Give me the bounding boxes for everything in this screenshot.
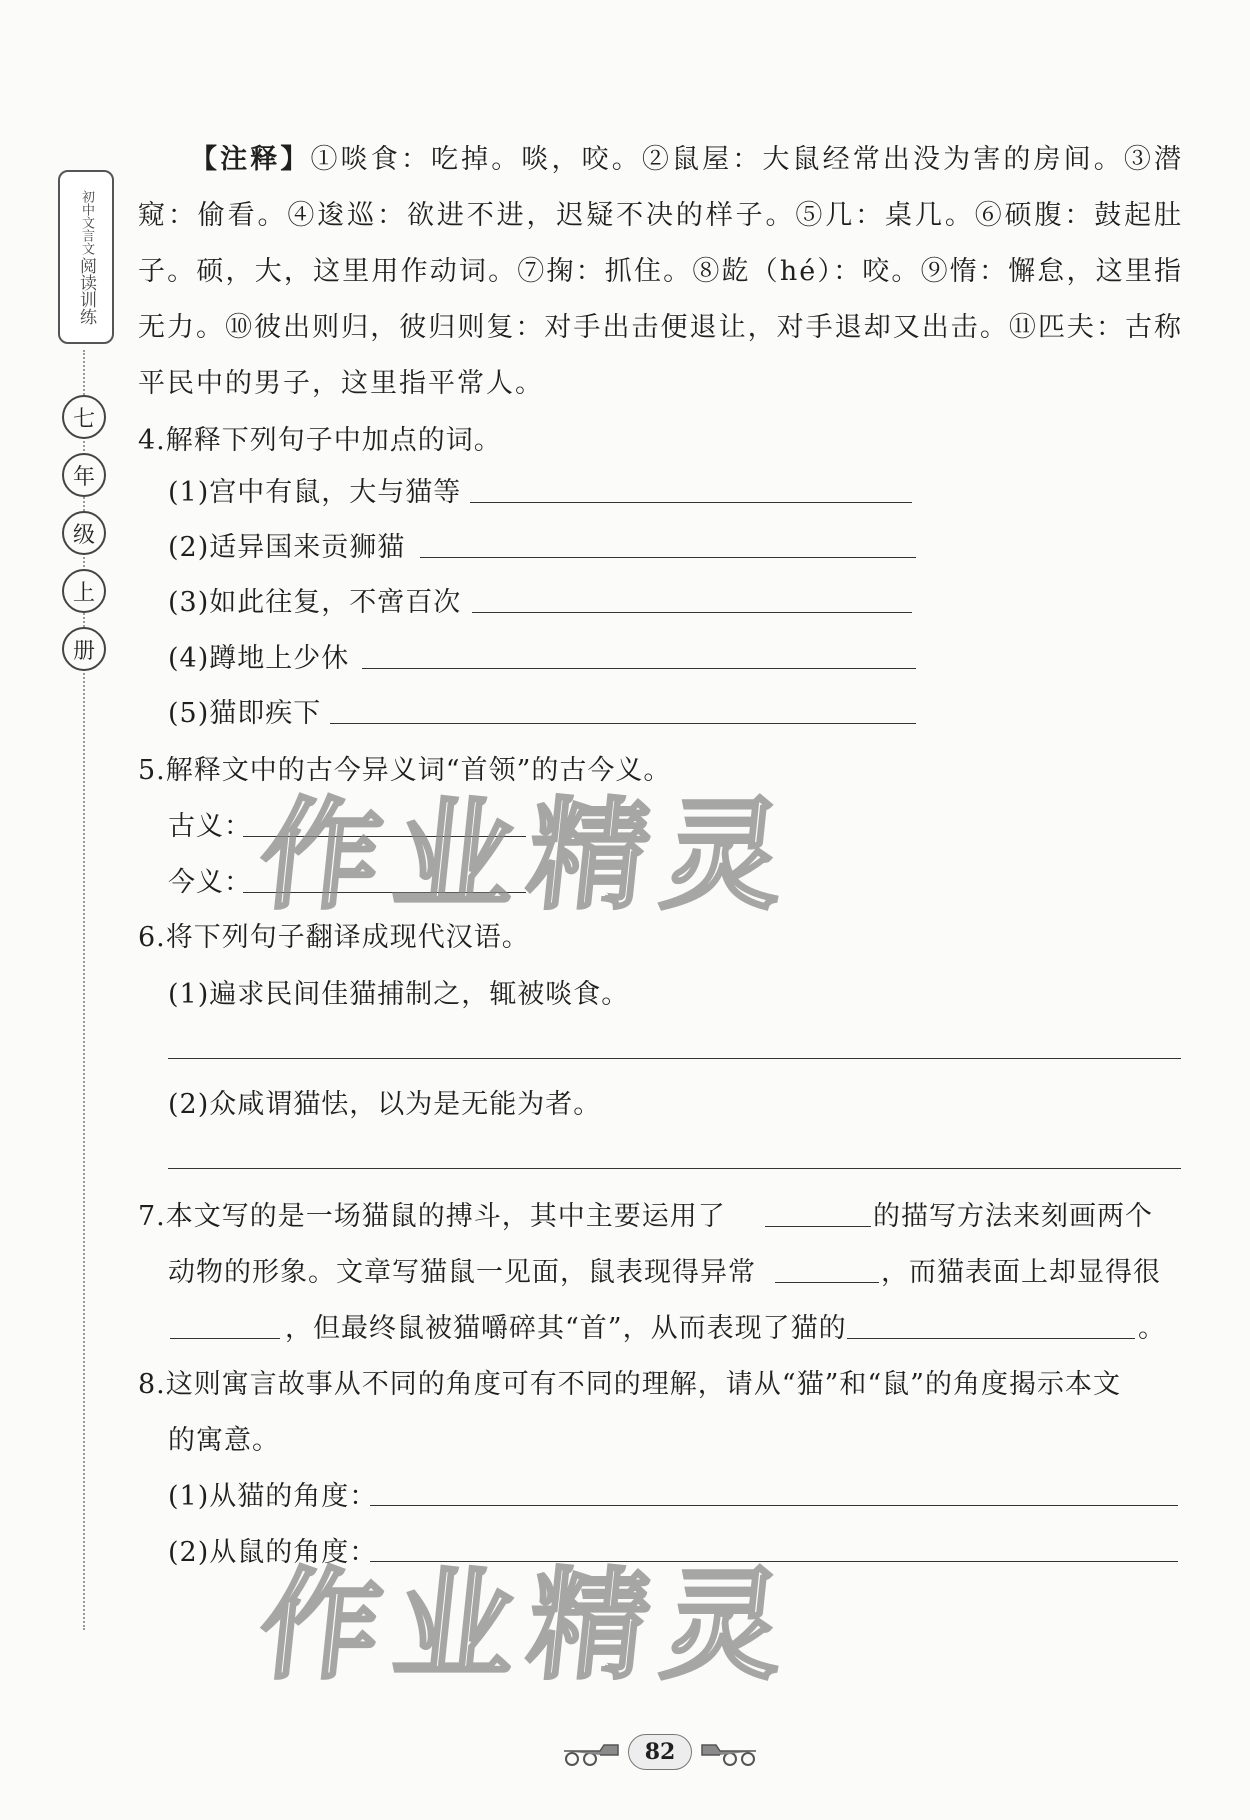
- q6-answer-line-1[interactable]: [168, 1058, 1181, 1059]
- seal-line-2: 阅读训练: [76, 256, 96, 325]
- q5-ancient-label: 古义：: [168, 811, 252, 842]
- grade-char: 上: [62, 569, 106, 613]
- q8-rat-answer-line[interactable]: [370, 1561, 1178, 1562]
- q4-item-5: (5)猫即疾下: [168, 698, 322, 729]
- question-6-title: 6.将下列句子翻译成现代汉语。: [138, 922, 530, 953]
- q8-cat-label: (1)从猫的角度：: [168, 1481, 378, 1512]
- q8-line-2: 的寓意。: [168, 1425, 280, 1456]
- q4-item-1: (1)宫中有鼠，大与猫等: [168, 477, 462, 508]
- q7-line-3b: 。: [1138, 1313, 1166, 1344]
- q4-answer-line-1[interactable]: [470, 502, 912, 503]
- q7-line-1b: 的描写方法来刻画两个: [873, 1201, 1153, 1232]
- series-seal: [58, 170, 114, 344]
- page-footer: [560, 1730, 760, 1774]
- q7-blank-2[interactable]: [775, 1282, 879, 1283]
- q5-modern-label: 今义：: [168, 867, 252, 898]
- grade-label: [62, 395, 106, 671]
- page-number: 82: [628, 1734, 692, 1770]
- q7-blank-3[interactable]: [170, 1338, 280, 1339]
- annotation-body: ①啖食：吃掉。啖，咬。②鼠屋：大鼠经常出没为害的房间。③潜窥：偷看。④逡巡：欲进不进，迟疑不决的样子。⑤几：桌几。⑥硕腹：鼓起肚子。硕，大，这里用作动词。⑦掬：抓住。⑧龁（hé）：咬。⑨惰：懈怠，这里指无力。⑩彼出则归，彼归则复：对手出击便退让，对手退却又出击。⑪匹夫：古称平民中的男子，这里指平常人。: [138, 144, 1183, 399]
- q7-line-2a: 动物的形象。文章写猫鼠一见面，鼠表现得异常: [168, 1257, 756, 1288]
- q4-answer-line-4[interactable]: [362, 668, 916, 669]
- grade-char: 级: [62, 511, 106, 555]
- q6-answer-line-2[interactable]: [168, 1168, 1181, 1169]
- q4-item-4: (4)蹲地上少休: [168, 643, 350, 674]
- annotation-heading: 【注释】: [190, 144, 311, 175]
- q8-rat-label: (2)从鼠的角度：: [168, 1537, 378, 1568]
- q6-sentence-2: (2)众咸谓猫怯，以为是无能为者。: [168, 1089, 602, 1120]
- q7-line-1a: 7.本文写的是一场猫鼠的搏斗，其中主要运用了: [138, 1201, 726, 1232]
- question-5-title: 5.解释文中的古今异义词“首领”的古今义。: [138, 755, 672, 786]
- carriage-ornament-icon: [698, 1737, 760, 1767]
- q6-sentence-1: (1)遍求民间佳猫捕制之，辄被啖食。: [168, 979, 630, 1010]
- carriage-ornament-icon: [560, 1737, 622, 1767]
- q8-line-1: 8.这则寓言故事从不同的角度可有不同的理解，请从“猫”和“鼠”的角度揭示本文: [138, 1369, 1121, 1400]
- grade-char: 册: [62, 627, 106, 671]
- q4-answer-line-2[interactable]: [420, 557, 916, 558]
- annotation-paragraph: [138, 132, 1183, 412]
- q7-blank-4[interactable]: [847, 1338, 1135, 1339]
- seal-line-1: 初中文言文: [79, 189, 94, 255]
- grade-char: 年: [62, 453, 106, 497]
- q5-ancient-answer-line[interactable]: [243, 836, 526, 837]
- q4-answer-line-5[interactable]: [330, 723, 916, 724]
- grade-char: 七: [62, 395, 106, 439]
- q7-line-3a: ，但最终鼠被猫嚼碎其“首”，从而表现了猫的: [285, 1313, 847, 1344]
- watermark-text: 作业精灵: [253, 1557, 805, 1696]
- q5-modern-answer-line[interactable]: [243, 892, 526, 893]
- q8-cat-answer-line[interactable]: [370, 1505, 1178, 1506]
- q7-line-2b: ，而猫表面上却显得很: [881, 1257, 1161, 1288]
- q4-item-3: (3)如此往复，不啻百次: [168, 587, 462, 618]
- question-4-title: 4.解释下列句子中加点的词。: [138, 425, 502, 456]
- q7-blank-1[interactable]: [765, 1226, 871, 1227]
- watermark-text: 作业精灵: [253, 787, 805, 926]
- q4-answer-line-3[interactable]: [472, 612, 912, 613]
- q4-item-2: (2)适异国来贡狮猫: [168, 532, 406, 563]
